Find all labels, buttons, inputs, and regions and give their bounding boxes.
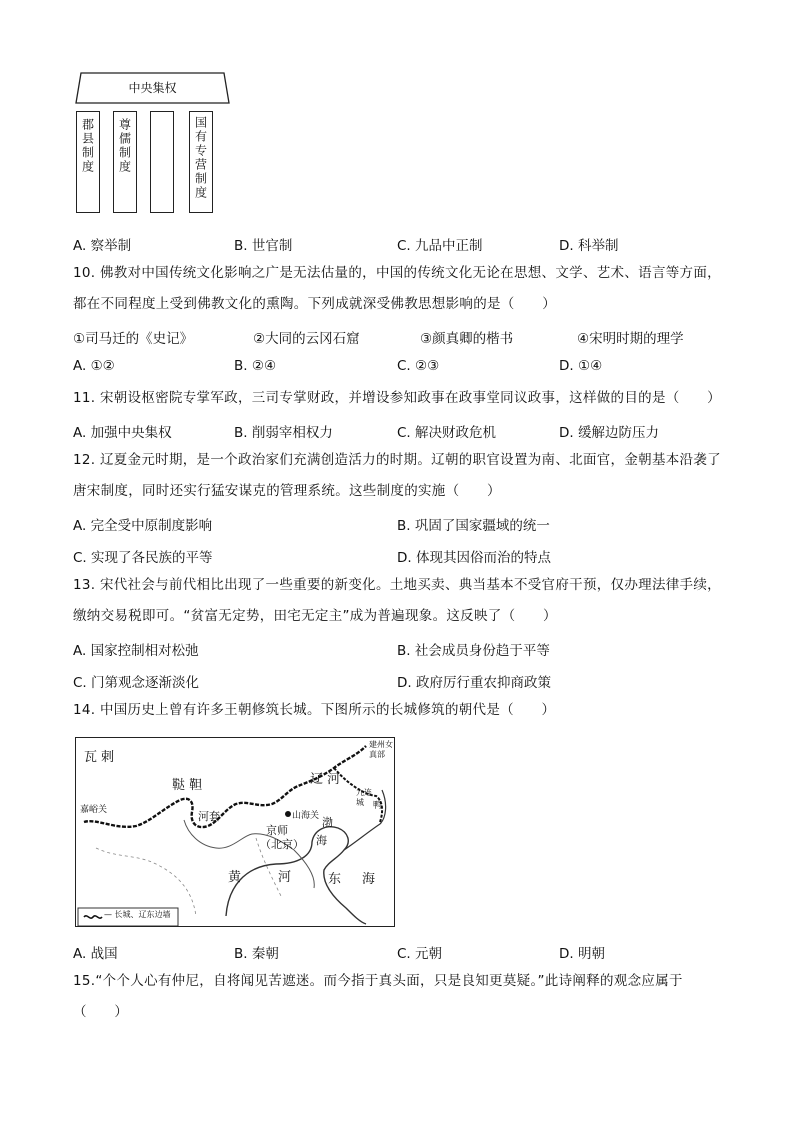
q13-option-d[interactable]: D. 政府厉行重农抑商政策 [397,675,551,691]
q14-stem: 14. 中国历史上曾有许多王朝修筑长城。下图所示的长城修筑的朝代是（ ） [73,702,556,718]
q10-option-c[interactable]: C. ②③ [397,358,440,374]
q10-item-1: ①司马迁的《史记》 [73,331,194,347]
q12-option-d[interactable]: D. 体现其因俗而治的特点 [397,550,551,566]
diagram-box-1-label: 郡县制度 [80,118,95,174]
map-label-liaohe: 辽 河 [310,772,341,787]
q12-stem-line-1: 12. 辽夏金元时期，是一个政治家们充满创造活力的时期。辽朝的职官设置为南、北面官，金朝基本沿袭了 [73,452,721,468]
q14-option-a[interactable]: A. 战国 [73,946,118,962]
map-label-hetao: 河套 [198,810,220,823]
q12-stem [73,445,733,507]
q11-stem: 11. 宋朝设枢密院专掌军政，三司专掌财政，并增设参知政事在政事堂同议政事，这样做的目的是（ ） [73,390,721,406]
q11-option-d[interactable]: D. 缓解边防压力 [559,425,659,441]
map-label-shanhaiguan: 山海关 [292,811,320,821]
map-label-beijing: （北京） [260,838,304,851]
map-legend: — 长城、辽东边墙 [104,910,171,919]
map-label-ya: 鸭 [373,801,383,811]
q10-option-b[interactable]: B. ②④ [234,358,277,374]
map-label-dong: 东 [328,872,342,887]
q13-stem [73,570,733,632]
map-label-wala: 瓦 剌 [84,750,115,765]
q12-option-c[interactable]: C. 实现了各民族的平等 [73,550,213,566]
map-label-hai-2: 海 [362,872,376,887]
map-label-jiayuguan: 嘉峪关 [80,805,108,815]
diagram-top-label: 中央集权 [128,81,177,95]
q10-stem [73,258,733,320]
shanhaiguan-marker [285,811,291,817]
q14-option-c[interactable]: C. 元朝 [397,946,443,962]
q12-option-a[interactable]: A. 完全受中原制度影响 [73,518,213,534]
diagram-box-1 [76,111,100,213]
q9-option-c[interactable]: C. 九品中正制 [397,238,483,254]
q13-option-b[interactable]: B. 社会成员身份趋于平等 [397,643,550,659]
q15-stem-line-2: （ ） [73,1004,129,1020]
diagram-box-4 [189,111,213,213]
map-label-jianzhou: 建州女真部 [369,740,393,759]
diagram-box-blank [150,111,174,213]
q10-stem-line-1: 10. 佛教对中国传统文化影响之广是无法估量的，中国的传统文化无论在思想、文学、艺术、语言等方面， [73,265,721,281]
q13-option-a[interactable]: A. 国家控制相对松弛 [73,643,199,659]
q11-option-b[interactable]: B. 削弱宰相权力 [234,425,333,441]
q10-option-a[interactable]: A. ①② [73,358,115,374]
q10-item-2: ②大同的云冈石窟 [253,331,360,347]
q13-stem-line-1: 13. 宋代社会与前代相比出现了一些重要的新变化。土地买卖、典当基本不受官府干预，仅办理法律手续， [73,577,721,593]
map-label-hai-1: 海 [316,834,327,847]
diagram-box-4-label: 国有专营制度 [193,116,208,200]
q10-item-3: ③颜真卿的楷书 [420,331,514,347]
map-label-dada: 鞑 靼 [172,778,203,793]
q9-option-a[interactable]: A. 察举制 [73,238,132,254]
q11-option-a[interactable]: A. 加强中央集权 [73,425,172,441]
diagram-box-2-label: 尊儒制度 [117,118,132,174]
q14-option-d[interactable]: D. 明朝 [559,946,605,962]
map-label-bo: 渤 [322,816,333,829]
q10-stem-line-2: 都在不同程度上受到佛教文化的熏陶。下列成就深受佛教思想影响的是（ ） [73,296,556,312]
q14-option-b[interactable]: B. 秦朝 [234,946,279,962]
map-label-jiuliancheng: 九连城 [356,788,372,807]
q13-option-c[interactable]: C. 门第观念逐渐淡化 [73,675,200,691]
q12-option-b[interactable]: B. 巩固了国家疆域的统一 [397,518,550,534]
q13-stem-line-2: 缴纳交易税即可。“贫富无定势，田宅无定主”成为普遍现象。这反映了（ ） [73,608,557,624]
q11-option-c[interactable]: C. 解决财政危机 [397,425,497,441]
map-label-huang: 黄 [228,870,242,885]
map-graphic [76,738,395,927]
great-wall-map [75,737,395,927]
q12-stem-line-2: 唐宋制度，同时还实行猛安谋克的管理系统。这些制度的实施（ ） [73,483,501,499]
q10-item-4: ④宋明时期的理学 [577,331,684,347]
q9-option-b[interactable]: B. 世官制 [234,238,293,254]
q10-option-d[interactable]: D. ①④ [559,358,603,374]
q9-option-d[interactable]: D. 科举制 [559,238,619,254]
map-label-jingshi: 京师 [266,824,288,837]
diagram-box-2 [113,111,137,213]
q15-stem [73,966,733,1028]
map-label-he: 河 [278,870,292,885]
q15-stem-line-1: 15.“个个人心有仲尼，自将闻见苦遮迷。而今指于真头面，只是良知更莫疑。”此诗阐释的观念应属于 [73,973,683,989]
